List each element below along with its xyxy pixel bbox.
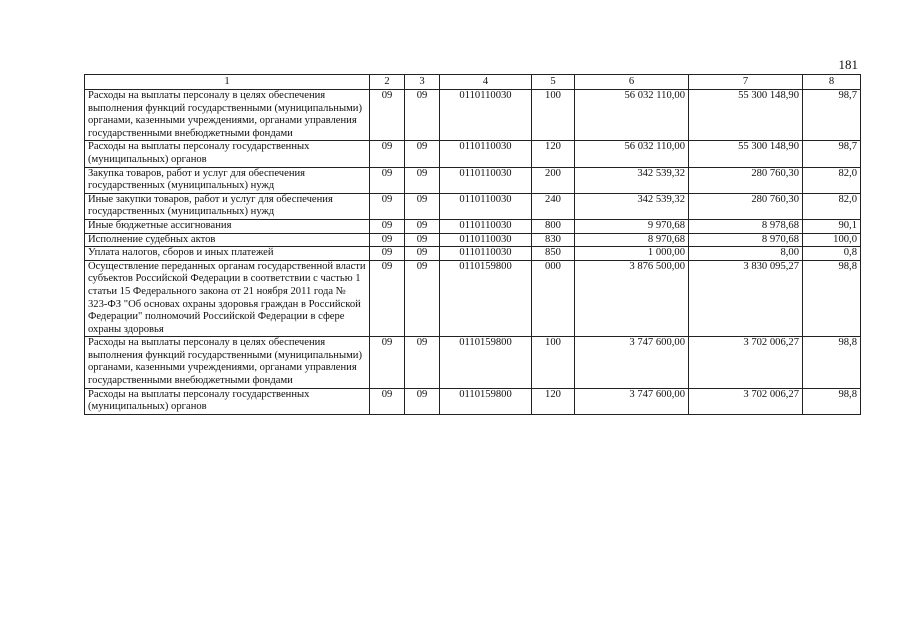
table-row <box>85 167 861 193</box>
planned-amount: 342 539,32 <box>575 193 689 219</box>
expense-name: Иные закупки товаров, работ и услуг для обеспечения государственных (муниципальных) нужд <box>85 193 370 219</box>
expense-name: Расходы на выплаты персоналу в целях обеспечения выполнения функций государственными (муниципальными) органами, казенными учреждениями, органами управления государственными внебюджетными фондами <box>85 90 370 141</box>
target-article-code: 0110110030 <box>440 247 532 261</box>
expense-type-code: 000 <box>532 260 575 337</box>
header-row <box>85 75 861 90</box>
subsection-code: 09 <box>405 90 440 141</box>
executed-amount: 8 970,68 <box>689 233 803 247</box>
execution-percent: 82,0 <box>803 193 861 219</box>
section-code: 09 <box>370 337 405 388</box>
executed-amount: 280 760,30 <box>689 167 803 193</box>
execution-percent: 98,7 <box>803 141 861 167</box>
subsection-code: 09 <box>405 219 440 233</box>
executed-amount: 55 300 148,90 <box>689 90 803 141</box>
column-header: 1 <box>85 75 370 90</box>
subsection-code: 09 <box>405 141 440 167</box>
planned-amount: 56 032 110,00 <box>575 90 689 141</box>
column-header: 2 <box>370 75 405 90</box>
planned-amount: 1 000,00 <box>575 247 689 261</box>
section-code: 09 <box>370 90 405 141</box>
budget-table <box>84 74 861 415</box>
page-number: 181 <box>838 57 858 72</box>
execution-percent: 0,8 <box>803 247 861 261</box>
execution-percent: 98,8 <box>803 388 861 414</box>
target-article-code: 0110159800 <box>440 388 532 414</box>
column-header: 4 <box>440 75 532 90</box>
subsection-code: 09 <box>405 388 440 414</box>
executed-amount: 8 978,68 <box>689 219 803 233</box>
table-row <box>85 219 861 233</box>
expense-name: Исполнение судебных актов <box>85 233 370 247</box>
table-row <box>85 90 861 141</box>
executed-amount: 55 300 148,90 <box>689 141 803 167</box>
section-code: 09 <box>370 167 405 193</box>
table-row <box>85 233 861 247</box>
column-header: 5 <box>532 75 575 90</box>
column-header: 8 <box>803 75 861 90</box>
target-article-code: 0110159800 <box>440 260 532 337</box>
section-code: 09 <box>370 219 405 233</box>
section-code: 09 <box>370 247 405 261</box>
execution-percent: 98,8 <box>803 337 861 388</box>
table-row <box>85 141 861 167</box>
column-header: 3 <box>405 75 440 90</box>
expense-type-code: 100 <box>532 337 575 388</box>
planned-amount: 3 747 600,00 <box>575 388 689 414</box>
expense-name: Расходы на выплаты персоналу государственных (муниципальных) органов <box>85 141 370 167</box>
executed-amount: 3 702 006,27 <box>689 337 803 388</box>
section-code: 09 <box>370 388 405 414</box>
expense-name: Уплата налогов, сборов и иных платежей <box>85 247 370 261</box>
expense-name: Иные бюджетные ассигнования <box>85 219 370 233</box>
section-code: 09 <box>370 193 405 219</box>
target-article-code: 0110110030 <box>440 141 532 167</box>
expense-type-code: 200 <box>532 167 575 193</box>
planned-amount: 9 970,68 <box>575 219 689 233</box>
executed-amount: 3 830 095,27 <box>689 260 803 337</box>
expense-name: Осуществление переданных органам государственной власти субъектов Российской Федерации в соответствии с частью 1 статьи 15 Федерального закона от 21 ноября 2011 года № 323-ФЗ "Об основах охраны здоровья граждан в Российской Федерации" полномочий Российской Федерации в сфере охраны здоровья <box>85 260 370 337</box>
execution-percent: 82,0 <box>803 167 861 193</box>
expense-name: Расходы на выплаты персоналу государственных (муниципальных) органов <box>85 388 370 414</box>
column-header: 6 <box>575 75 689 90</box>
expense-type-code: 120 <box>532 388 575 414</box>
execution-percent: 98,8 <box>803 260 861 337</box>
expense-name: Расходы на выплаты персоналу в целях обеспечения выполнения функций государственными (муниципальными) органами, казенными учреждениями, органами управления государственными внебюджетными фондами <box>85 337 370 388</box>
execution-percent: 90,1 <box>803 219 861 233</box>
target-article-code: 0110159800 <box>440 337 532 388</box>
expense-name: Закупка товаров, работ и услуг для обеспечения государственных (муниципальных) нужд <box>85 167 370 193</box>
subsection-code: 09 <box>405 337 440 388</box>
planned-amount: 3 747 600,00 <box>575 337 689 388</box>
table-row <box>85 260 861 337</box>
target-article-code: 0110110030 <box>440 233 532 247</box>
section-code: 09 <box>370 141 405 167</box>
target-article-code: 0110110030 <box>440 219 532 233</box>
planned-amount: 56 032 110,00 <box>575 141 689 167</box>
target-article-code: 0110110030 <box>440 90 532 141</box>
target-article-code: 0110110030 <box>440 167 532 193</box>
execution-percent: 100,0 <box>803 233 861 247</box>
table-row <box>85 247 861 261</box>
executed-amount: 8,00 <box>689 247 803 261</box>
subsection-code: 09 <box>405 260 440 337</box>
executed-amount: 280 760,30 <box>689 193 803 219</box>
subsection-code: 09 <box>405 247 440 261</box>
expense-type-code: 830 <box>532 233 575 247</box>
expense-type-code: 850 <box>532 247 575 261</box>
planned-amount: 8 970,68 <box>575 233 689 247</box>
target-article-code: 0110110030 <box>440 193 532 219</box>
section-code: 09 <box>370 233 405 247</box>
expense-type-code: 240 <box>532 193 575 219</box>
expense-type-code: 120 <box>532 141 575 167</box>
executed-amount: 3 702 006,27 <box>689 388 803 414</box>
table-row <box>85 193 861 219</box>
table-row <box>85 388 861 414</box>
section-code: 09 <box>370 260 405 337</box>
expense-type-code: 100 <box>532 90 575 141</box>
planned-amount: 3 876 500,00 <box>575 260 689 337</box>
subsection-code: 09 <box>405 233 440 247</box>
execution-percent: 98,7 <box>803 90 861 141</box>
subsection-code: 09 <box>405 193 440 219</box>
planned-amount: 342 539,32 <box>575 167 689 193</box>
expense-type-code: 800 <box>532 219 575 233</box>
column-header: 7 <box>689 75 803 90</box>
subsection-code: 09 <box>405 167 440 193</box>
table-row <box>85 337 861 388</box>
